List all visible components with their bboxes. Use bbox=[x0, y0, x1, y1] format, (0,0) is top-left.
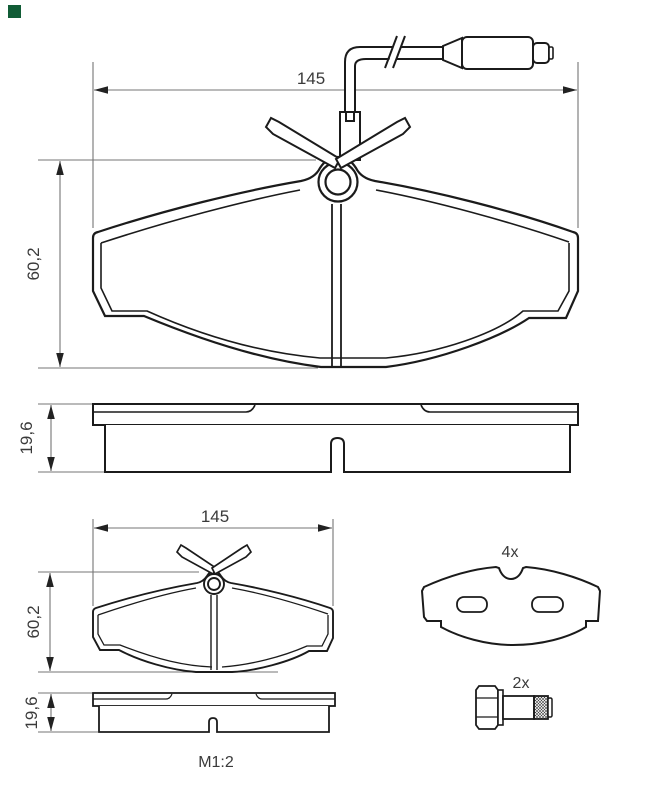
main-thickness-label: 19,6 bbox=[17, 421, 36, 455]
side-view-secondary bbox=[93, 693, 335, 732]
shim-slot-right bbox=[532, 597, 563, 612]
front-view-secondary bbox=[93, 545, 333, 672]
main-width-label: 145 bbox=[296, 69, 326, 88]
bolt-thread bbox=[534, 696, 548, 719]
arrow-main-height-top bbox=[56, 161, 64, 175]
arrow-sec-height-top bbox=[46, 573, 54, 587]
brand-square bbox=[8, 5, 21, 18]
sensor-connector-funnel bbox=[443, 38, 462, 68]
shim-outline bbox=[422, 567, 600, 645]
friction-block-sec bbox=[99, 706, 329, 732]
shim-slot-left bbox=[457, 597, 487, 612]
arrow-sec-width-right bbox=[318, 524, 332, 532]
sensor-connector-tip bbox=[533, 43, 549, 63]
sec-height-label: 60,2 bbox=[24, 605, 43, 639]
arrow-main-width-right bbox=[563, 86, 577, 94]
arrow-sec-width-left bbox=[94, 524, 108, 532]
mounting-bolt bbox=[476, 686, 552, 729]
sensor-connector-cap bbox=[549, 47, 553, 59]
pin-hole-sec bbox=[208, 578, 220, 590]
spring-clip-arm-right-sec bbox=[212, 545, 251, 574]
sec-thickness-label: 19,6 bbox=[22, 696, 41, 730]
pin-hole-main bbox=[326, 170, 351, 195]
arrow-sec-thickness-bottom bbox=[47, 717, 55, 731]
arrow-main-height-bottom bbox=[56, 353, 64, 367]
bolt-tip bbox=[548, 698, 552, 717]
shim-plate bbox=[422, 567, 600, 645]
bolt-quantity-label: 2x bbox=[512, 675, 530, 692]
bolt-shank bbox=[503, 696, 534, 719]
arrow-main-thickness-bottom bbox=[47, 457, 55, 471]
scale-label: M1:2 bbox=[198, 754, 234, 771]
main-height-label: 60,2 bbox=[24, 247, 43, 281]
backplate-strip-main bbox=[93, 404, 578, 425]
bolt-head bbox=[476, 686, 498, 729]
side-view-main bbox=[93, 404, 578, 472]
arrow-main-thickness-top bbox=[47, 405, 55, 419]
front-view-main bbox=[93, 34, 578, 367]
shim-quantity-label: 4x bbox=[501, 544, 519, 561]
sensor-connector-body bbox=[462, 37, 533, 69]
arrow-sec-thickness-top bbox=[47, 694, 55, 708]
arrow-sec-height-bottom bbox=[46, 657, 54, 671]
sec-width-label: 145 bbox=[200, 507, 230, 526]
friction-block-main bbox=[105, 425, 570, 472]
spring-clip-arm-left-sec bbox=[177, 545, 216, 574]
arrow-main-width-left bbox=[94, 86, 108, 94]
